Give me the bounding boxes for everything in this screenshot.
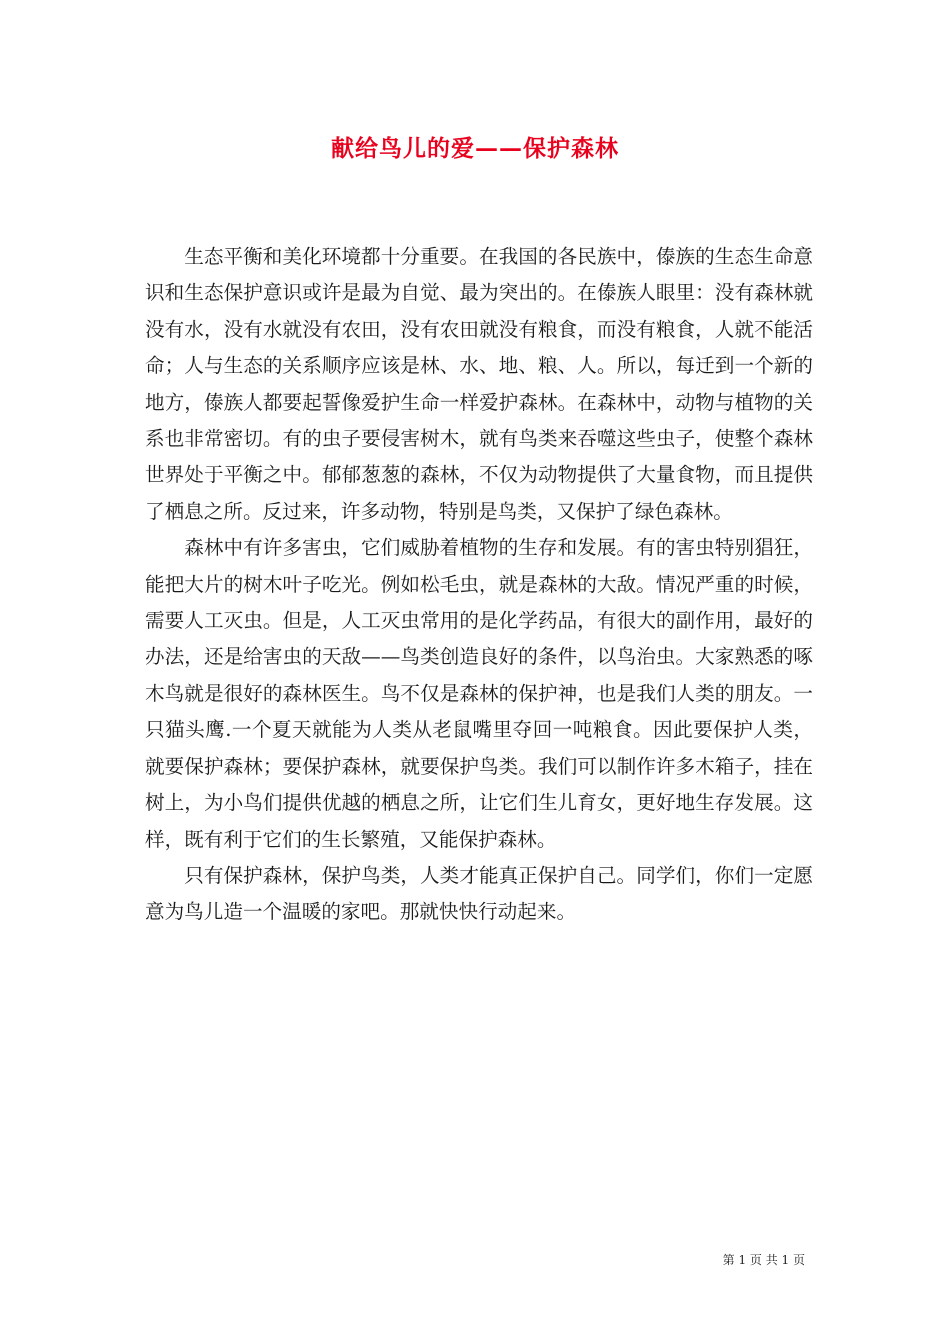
document-body [145,239,813,931]
paragraph-3: 只有保护森林，保护鸟类，人类才能真正保护自己。同学们，你们一定愿意为鸟儿造一个温暖的家吧。那就快快行动起来。 [145,863,813,924]
page-number: 第 1 页 共 1 页 [722,1253,805,1267]
paragraph-1: 生态平衡和美化环境都十分重要。在我国的各民族中，傣族的生态生命意识和生态保护意识或许是最为自觉、最为突出的。在傣族人眼里：没有森林就没有水，没有水就没有农田，没有农田就没有粮食，而没有粮食，人就不能活命；人与生态的关系顺序应该是林、水、地、粮、人。所以，每迁到一个新的地方，傣族人都要起誓像爱护生命一样爱护森林。在森林中，动物与植物的关系也非常密切。有的虫子要侵害树木，就有鸟类来吞噬这些虫子，使整个森林世界处于平衡之中。郁郁葱葱的森林，不仅为动物提供了大量食物，而且提供了栖息之所。反过来，许多动物，特别是鸟类，又保护了绿色森林。 [145,245,813,523]
paragraph-2: 森林中有许多害虫，它们威胁着植物的生存和发展。有的害虫特别猖狂，能把大片的树木叶子吃光。例如松毛虫，就是森林的大敌。情况严重的时候，需要人工灭虫。但是，人工灭虫常用的是化学药品，有很大的副作用，最好的办法，还是给害虫的天敌——鸟类创造良好的条件，以鸟治虫。大家熟悉的啄木鸟就是很好的森林医生。鸟不仅是森林的保护神，也是我们人类的朋友。一只猫头鹰.一个夏天就能为人类从老鼠嘴里夺回一吨粮食。因此要保护人类，就要保护森林；要保护森林，就要保护鸟类。我们可以制作许多木箱子，挂在树上，为小鸟们提供优越的栖息之所，让它们生儿育女，更好地生存发展。这样，既有利于它们的生长繁殖，又能保护森林。 [145,536,813,851]
document-title: 献给鸟儿的爱——保护森林 [331,135,619,162]
